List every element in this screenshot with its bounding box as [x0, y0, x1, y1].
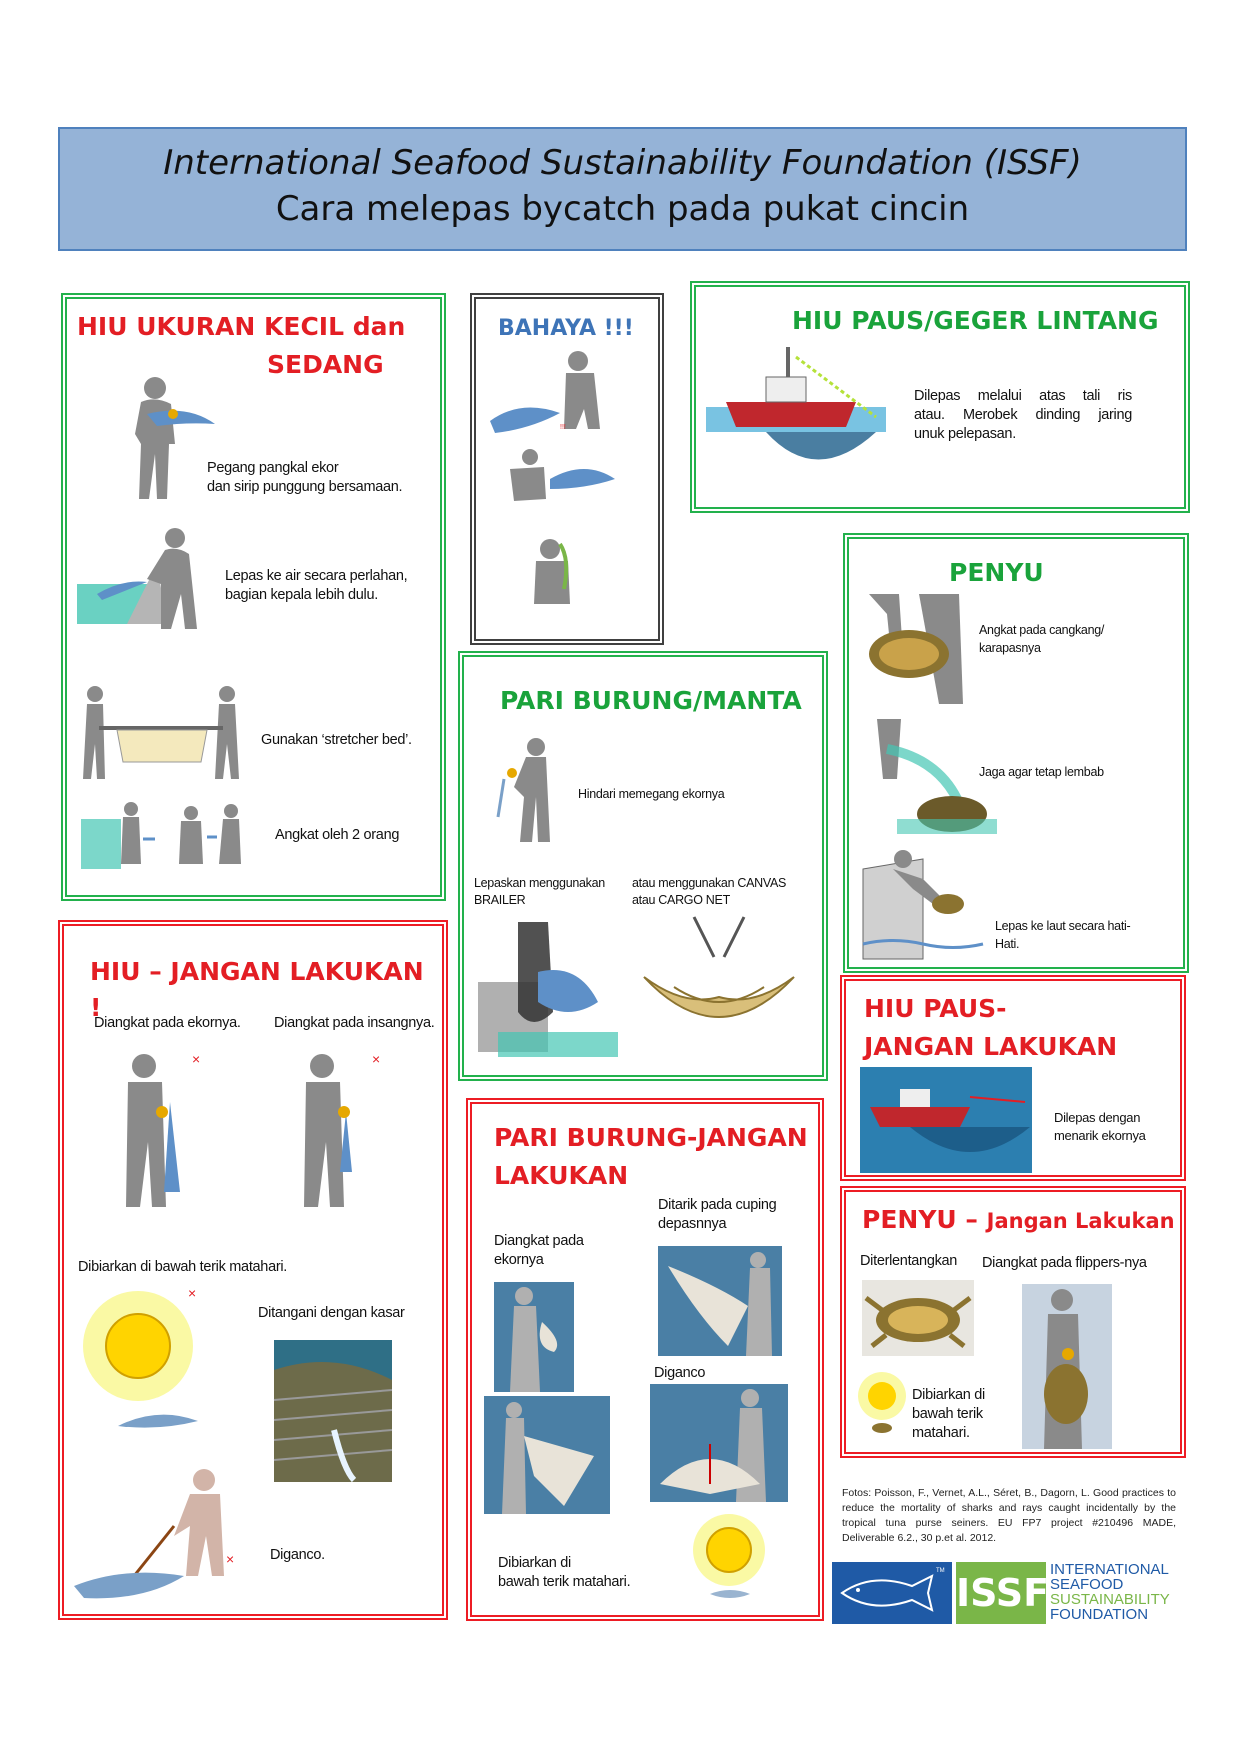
- sun-icon: [78, 1286, 218, 1446]
- shark-dont-item4: Ditangani dengan kasar: [258, 1305, 405, 1321]
- manta-dont-item1: [494, 1232, 584, 1270]
- turtle-dont-item3-line1: Dibiarkan di: [912, 1387, 985, 1403]
- manta-dont-item1-line2: ekornya: [494, 1252, 544, 1268]
- brailer-net-icon: [478, 922, 618, 1062]
- step2-line2: bagian kepala lebih dulu.: [225, 587, 378, 603]
- gaff-hook-icon: [74, 1466, 254, 1606]
- manta-step3-line2: atau CARGO NET: [632, 893, 730, 907]
- manta-step2-line1: Lepaskan menggunakan: [474, 876, 605, 890]
- shark-dont-item1: Diangkat pada ekornya.: [94, 1015, 241, 1031]
- whale-shark-dont-panel: [840, 975, 1186, 1181]
- step2-line1: Lepas ke air secara perlahan,: [225, 568, 408, 584]
- cargo-net-icon: [634, 917, 804, 1057]
- manta-step1: Hindari memegang ekornya: [578, 787, 725, 801]
- turtle-dont-item3-line3: matahari.: [912, 1425, 970, 1441]
- danger-panel: [470, 293, 664, 645]
- turtle-dont-title: [862, 1202, 1175, 1239]
- manta-step3-line1: atau menggunakan CANVAS: [632, 876, 787, 890]
- avoid-tail-icon: [484, 737, 574, 847]
- manta-step2: [474, 875, 605, 909]
- logo-tm: TM: [936, 1568, 945, 1574]
- manta-dont-panel: [466, 1098, 824, 1621]
- svg-text:×: ×: [226, 1551, 235, 1567]
- tuna-logo-icon: [832, 1562, 952, 1624]
- turtle-flipper-lift-icon: [1022, 1284, 1112, 1449]
- turtle-title: PENYU: [949, 558, 1044, 587]
- manta-dont-item3: Diganco: [654, 1365, 706, 1381]
- svg-text:×: ×: [188, 1285, 197, 1301]
- whale-shark-text-line2: atau. Merobek dinding jaring: [914, 407, 1132, 423]
- whale-shark-title: HIU PAUS/GEGER LINTANG: [792, 306, 1159, 335]
- page-subtitle: Cara melepas bycatch pada pukat cincin: [275, 189, 970, 229]
- turtle-step1: [979, 621, 1104, 657]
- whale-shark-dont-title-1: HIU PAUS-: [864, 994, 1007, 1023]
- shark-bite-warning-icon: [490, 349, 650, 619]
- manta-step2-line2: BRAILER: [474, 893, 526, 907]
- rough-handling-net-icon: [274, 1340, 392, 1482]
- manta-dont-item1-line1: Diangkat pada: [494, 1233, 584, 1249]
- turtle-step2: Jaga agar tetap lembab: [979, 765, 1104, 779]
- logo-line2: SEAFOOD: [1050, 1576, 1124, 1593]
- whale-shark-dont-title-2: JANGAN LAKUKAN: [864, 1032, 1118, 1061]
- release-turtle-icon: [863, 849, 983, 959]
- small-sharks-step1: [207, 459, 402, 497]
- hold-turtle-shell-icon: [859, 594, 969, 704]
- svg-text:×: ×: [372, 1051, 381, 1067]
- purse-seiner-boat-icon: [706, 347, 886, 487]
- manta-drag-icon: [484, 1396, 610, 1514]
- manta-gaff-icon: [650, 1384, 788, 1502]
- small-sharks-panel: [61, 293, 446, 901]
- svg-text:×: ×: [192, 1051, 201, 1067]
- logo-abbr-box: [956, 1562, 1050, 1624]
- turtle-step3-line2: Hati.: [995, 937, 1020, 951]
- turtle-dont-item3-line2: bawah terik: [912, 1406, 983, 1422]
- turtle-panel: [843, 533, 1189, 973]
- svg-text:!!!: !!!: [560, 424, 566, 431]
- whale-shark-dont-text-line2: menarik ekornya: [1054, 1128, 1146, 1143]
- two-people-lifting-icon: [81, 799, 261, 869]
- turtle-dont-panel: [840, 1186, 1186, 1458]
- person-holding-shark-icon: [117, 374, 217, 504]
- turtle-step1-line2: karapasnya: [979, 641, 1041, 655]
- shark-dont-item2: Diangkat pada insangnya.: [274, 1015, 435, 1031]
- page-title: International Seafood Sustainability Foundation (ISSF): [163, 143, 1082, 183]
- turtle-step3-line1: Lepas ke laut secara hati-: [995, 919, 1131, 933]
- manta-dont-item4-line2: bawah terik matahari.: [498, 1574, 631, 1590]
- small-sharks-title-line1: HIU UKURAN KECIL dan: [77, 312, 406, 341]
- wet-turtle-icon: [857, 719, 997, 839]
- boat-tail-pull-icon: [860, 1067, 1032, 1173]
- manta-dont-item2-line1: Ditarik pada cuping: [658, 1197, 777, 1213]
- stretcher-bed-icon: [77, 684, 247, 784]
- step1-line1: Pegang pangkal ekor: [207, 460, 339, 476]
- lift-by-tail-icon: [104, 1052, 214, 1212]
- manta-tail-lift-icon: [494, 1282, 574, 1392]
- shark-dont-panel: [58, 920, 448, 1620]
- lift-by-gills-icon: [292, 1052, 402, 1212]
- small-sharks-step3: Gunakan ‘stretcher bed’.: [261, 732, 412, 748]
- sun-icon: [858, 1372, 906, 1436]
- turtle-step1-line1: Angkat pada cangkang/: [979, 623, 1105, 637]
- logo-abbr: ISSF: [956, 1571, 1050, 1615]
- overturned-turtle-icon: [862, 1280, 974, 1356]
- sun-icon: [690, 1514, 768, 1610]
- shark-dont-title: HIU – JANGAN LAKUKAN !: [90, 957, 424, 1022]
- logo-line1: INTERNATIONAL: [1050, 1561, 1169, 1578]
- danger-title: BAHAYA !!!: [498, 316, 634, 341]
- photo-credits: Fotos: Poisson, F., Vernet, A.L., Séret, B., Dagorn, L. Good practices to reduce the mortality of sharks and rays caught incidentally by the tropical tuna purse seiners. EU FP7 project #210496 MADE, Deliverable 6.2., 30 p.et al. 2012.: [842, 1487, 1176, 1544]
- manta-dont-item4: [498, 1554, 630, 1592]
- person-releasing-shark-icon: [77, 524, 207, 634]
- whale-shark-text: [914, 387, 1132, 444]
- whale-shark-dont-text-line1: Dilepas dengan: [1054, 1110, 1141, 1125]
- whale-shark-text-line1: Dilepas melalui atas tali ris: [914, 388, 1132, 404]
- small-sharks-title: [77, 309, 405, 345]
- step1-line2: dan sirip punggung bersamaan.: [207, 479, 403, 495]
- manta-fin-pull-icon: [658, 1246, 782, 1356]
- turtle-dont-item1: Diterlentangkan: [860, 1253, 958, 1269]
- manta-dont-title-1: PARI BURUNG-JANGAN: [494, 1123, 808, 1152]
- whale-shark-panel: [690, 281, 1190, 513]
- whale-shark-text-line3: unuk pelepasan.: [914, 426, 1016, 442]
- manta-title: PARI BURUNG/MANTA: [500, 686, 802, 715]
- turtle-dont-title-sub: Jangan Lakukan: [986, 1209, 1175, 1233]
- turtle-dont-item3: [912, 1386, 985, 1443]
- issf-logo: [832, 1562, 1184, 1624]
- turtle-dont-item2: Diangkat pada flippers-nya: [982, 1255, 1147, 1271]
- logo-wordmark: [1050, 1562, 1170, 1622]
- manta-step3: [632, 875, 786, 909]
- shark-dont-item5: Diganco.: [270, 1547, 325, 1563]
- turtle-step3: [995, 917, 1130, 953]
- shark-dont-item3: Dibiarkan di bawah terik matahari.: [78, 1259, 288, 1275]
- turtle-dont-title-main: PENYU –: [862, 1205, 978, 1234]
- small-sharks-step2: [225, 567, 407, 605]
- small-sharks-title-line2: SEDANG: [267, 350, 384, 379]
- small-sharks-title-2: [267, 347, 384, 383]
- manta-dont-title-2: LAKUKAN: [494, 1161, 629, 1190]
- logo-line3: SUSTAINABILITY: [1050, 1591, 1170, 1608]
- manta-dont-item4-line1: Dibiarkan di: [498, 1555, 571, 1571]
- logo-line4: FOUNDATION: [1050, 1606, 1149, 1623]
- page-header: [58, 127, 1187, 251]
- manta-dont-item2-line2: depasnnya: [658, 1216, 727, 1232]
- small-sharks-step4: Angkat oleh 2 orang: [275, 827, 400, 843]
- manta-panel: [458, 651, 828, 1081]
- whale-shark-dont-text: [1054, 1109, 1146, 1145]
- manta-dont-item2: [658, 1196, 776, 1234]
